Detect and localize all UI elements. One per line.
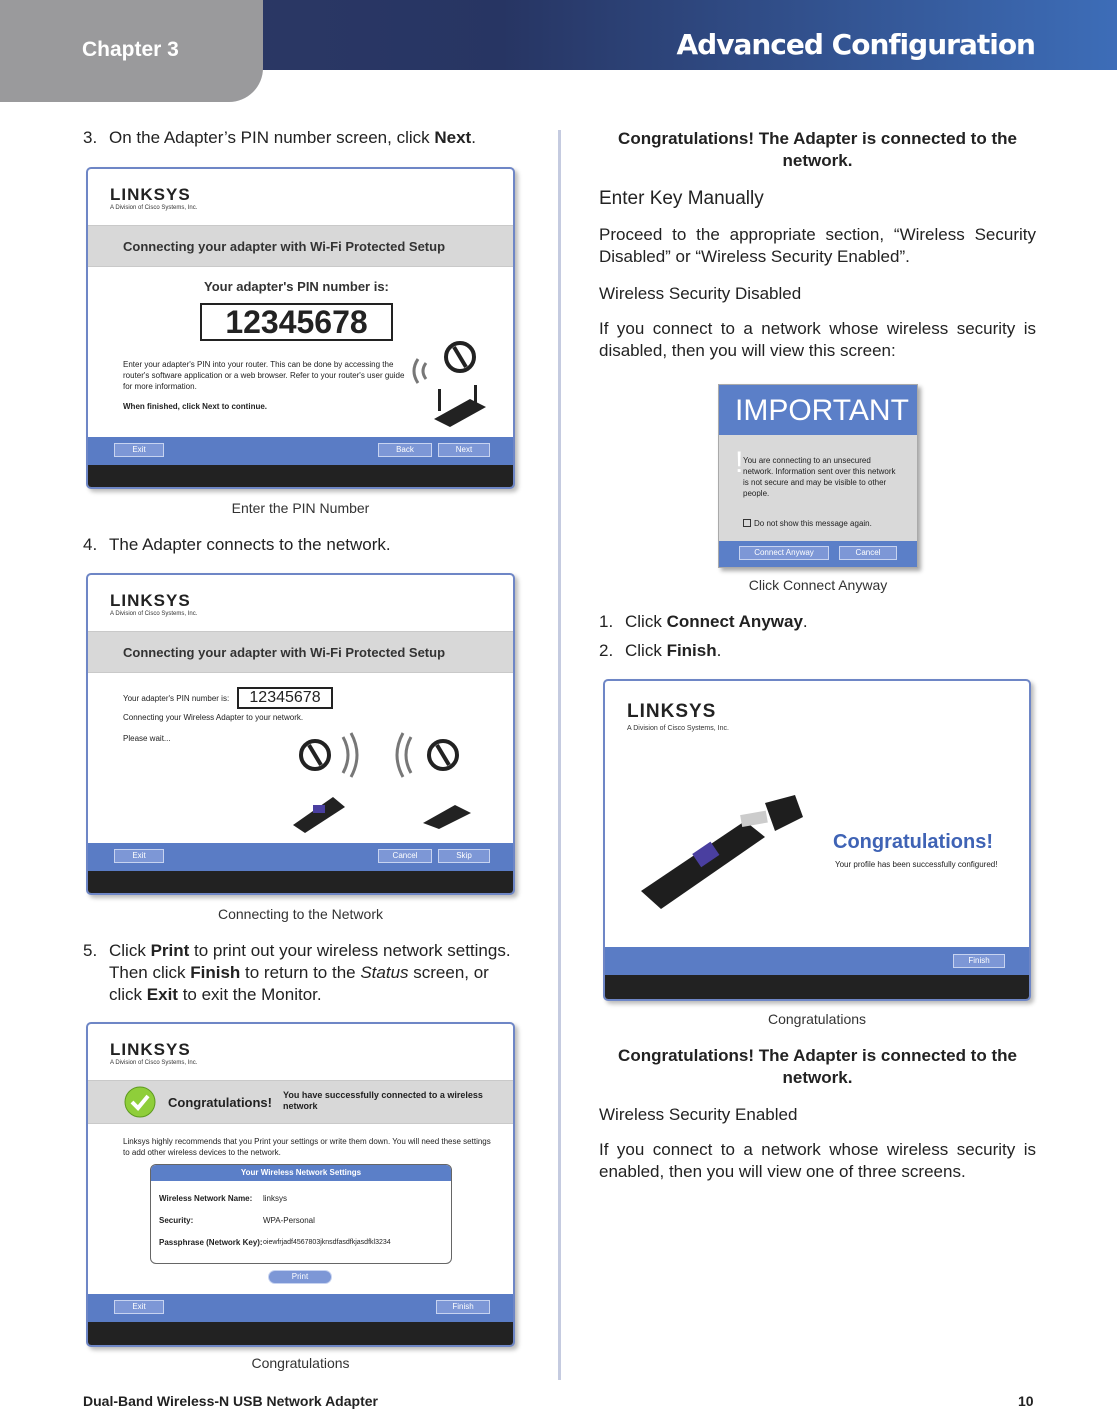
profile-configured-screenshot: LINKSYS A Division of Cisco Systems, Inc. Congratulations! Your profile has been successfully configured! Finish — [603, 679, 1031, 1001]
do-not-show-checkbox[interactable]: Do not show this message again. — [743, 518, 872, 529]
skip-button[interactable]: Skip — [438, 849, 490, 863]
exit-button[interactable]: Exit — [114, 1300, 164, 1314]
step-4: 4. The Adapter connects to the network. — [83, 535, 391, 554]
footer-product: Dual-Band Wireless-N USB Network Adapter — [83, 1393, 378, 1409]
back-button[interactable]: Back — [378, 443, 432, 457]
next-button[interactable]: Next — [438, 443, 490, 457]
title-band: Connecting your adapter with Wi-Fi Protected Setup — [88, 225, 513, 267]
title-band: Connecting your adapter with Wi-Fi Protected Setup — [88, 631, 513, 673]
pin-number: 12345678 — [200, 303, 393, 341]
column-divider — [558, 130, 561, 1380]
heading-security-disabled: Wireless Security Disabled — [599, 284, 802, 303]
heading-enter-key: Enter Key Manually — [599, 188, 764, 209]
print-settings-screenshot: LINKSYS A Division of Cisco Systems, Inc. Congratulations! You have successfully connected to a wireless network Linksys highly recommends that you Print your settings or write them down. You will need these settings to add other wireless devices to the network. Your Wireless Network Settings Wireless Network Name: linksys Security: WPA-Personal Passphrase (Network Key): oiewfrjadf4567803jknsdfasdfkjasdfkl3234 Print Exit Finish — [86, 1022, 515, 1347]
adapter-router-icon — [283, 725, 483, 835]
caption-connecting: Connecting to the Network — [218, 906, 383, 922]
para-enter-key: Proceed to the appropriate section, “Wireless Security Disabled” or “Wireless Security Enabled”. — [599, 225, 1036, 266]
connect-anyway-button[interactable]: Connect Anyway — [739, 546, 829, 560]
caption-connect-anyway: Click Connect Anyway — [748, 577, 888, 593]
heading-security-enabled: Wireless Security Enabled — [599, 1105, 798, 1124]
linksys-logo: LINKSYS — [627, 701, 717, 722]
important-dialog — [718, 384, 918, 568]
page-number: 10 — [1018, 1393, 1034, 1409]
connecting-screenshot: LINKSYS A Division of Cisco Systems, Inc. Connecting your adapter with Wi-Fi Protected Setup Your adapter's PIN number is: 12345678 Connecting your Wireless Adapter to your network. Please wait... Exit Cancel Skip — [86, 573, 515, 895]
finish-button[interactable]: Finish — [953, 954, 1005, 968]
connecting-text: Connecting your Wireless Adapter to your network. — [123, 713, 304, 722]
pin-label: Your adapter's PIN number is: — [204, 279, 389, 294]
step-2-right: 2. Click Finish. — [599, 641, 722, 660]
connected-note-1: Congratulations! The Adapter is connected to the network. — [618, 129, 1017, 170]
congrats-heading: Congratulations! — [833, 831, 993, 853]
step-3: 3. On the Adapter’s PIN number screen, click Next. — [83, 128, 476, 147]
step-5: 5. Click Print to print out your wireless network settings. Then click Finish to return to the Status screen, or click Exit to exit the Monitor. — [83, 941, 511, 1004]
linksys-logo: LINKSYS — [110, 185, 191, 204]
exit-button[interactable]: Exit — [114, 443, 164, 457]
router-icon — [408, 329, 488, 429]
caption-pin: Enter the PIN Number — [231, 500, 370, 516]
congrats-heading: Congratulations! — [168, 1095, 272, 1110]
cancel-button[interactable]: Cancel — [839, 546, 897, 560]
connected-text: You have successfully connected to a wireless network — [283, 1090, 483, 1111]
recommend-text: Linksys highly recommends that you Print your settings or write them down. You will need these settings to add other wireless devices to the network. — [123, 1137, 491, 1157]
step-1-right: 1. Click Connect Anyway. — [599, 612, 808, 631]
para-security-disabled: If you connect to a network whose wireless security is disabled, then you will view this screen: — [599, 319, 1036, 360]
usb-adapter-icon — [635, 791, 805, 911]
pin-screen-screenshot: LINKSYS A Division of Cisco Systems, Inc. Connecting your adapter with Wi-Fi Protected Setup Your adapter's PIN number is: 12345678 Enter your adapter's PIN into your router. This can be done by accessing the router's software application or a web browser. Refer to your router's user guide for more information. When finished, click Next to continue. Exit Back Next — [86, 167, 515, 489]
cancel-button[interactable]: Cancel — [378, 849, 432, 863]
profile-text: Your profile has been successfully configured! — [835, 860, 998, 869]
chapter-label: Chapter 3 — [82, 38, 179, 61]
warning-text: You are connecting to an unsecured network. Information sent over this network is not secure and may be visible to other people. — [743, 456, 896, 498]
pin-label: Your adapter's PIN number is: — [123, 694, 230, 703]
print-button[interactable]: Print — [268, 1270, 332, 1284]
linksys-logo: LINKSYS — [110, 1040, 191, 1059]
para-security-enabled: If you connect to a network whose wireless security is enabled, then you will view one of three screens. — [599, 1140, 1036, 1181]
important-title: IMPORTANT ! — [719, 385, 917, 435]
caption-congratulations: Congratulations — [251, 1355, 350, 1371]
pin-number: 12345678 — [237, 687, 333, 709]
check-icon — [124, 1086, 156, 1118]
linksys-logo: LINKSYS — [110, 591, 191, 610]
exit-button[interactable]: Exit — [114, 849, 164, 863]
chapter-tab — [0, 0, 263, 102]
finish-button[interactable]: Finish — [436, 1300, 490, 1314]
caption-congratulations-right: Congratulations — [767, 1011, 867, 1027]
connected-note-2: Congratulations! The Adapter is connected to the network. — [618, 1046, 1017, 1087]
section-title: Advanced Configuration — [676, 28, 1035, 61]
finish-note: When finished, click Next to continue. — [123, 402, 268, 411]
pin-info: Enter your adapter's PIN into your router. This can be done by accessing the router's software application or a web browser. Refer to your router's user guide for more information. — [123, 360, 405, 391]
settings-panel: Your Wireless Network Settings Wireless Network Name: linksys Security: WPA-Personal Passphrase (Network Key): oiewfrjadf4567803jknsdfasdfkjasdfkl3234 — [150, 1164, 452, 1264]
wait-text: Please wait... — [123, 734, 171, 743]
